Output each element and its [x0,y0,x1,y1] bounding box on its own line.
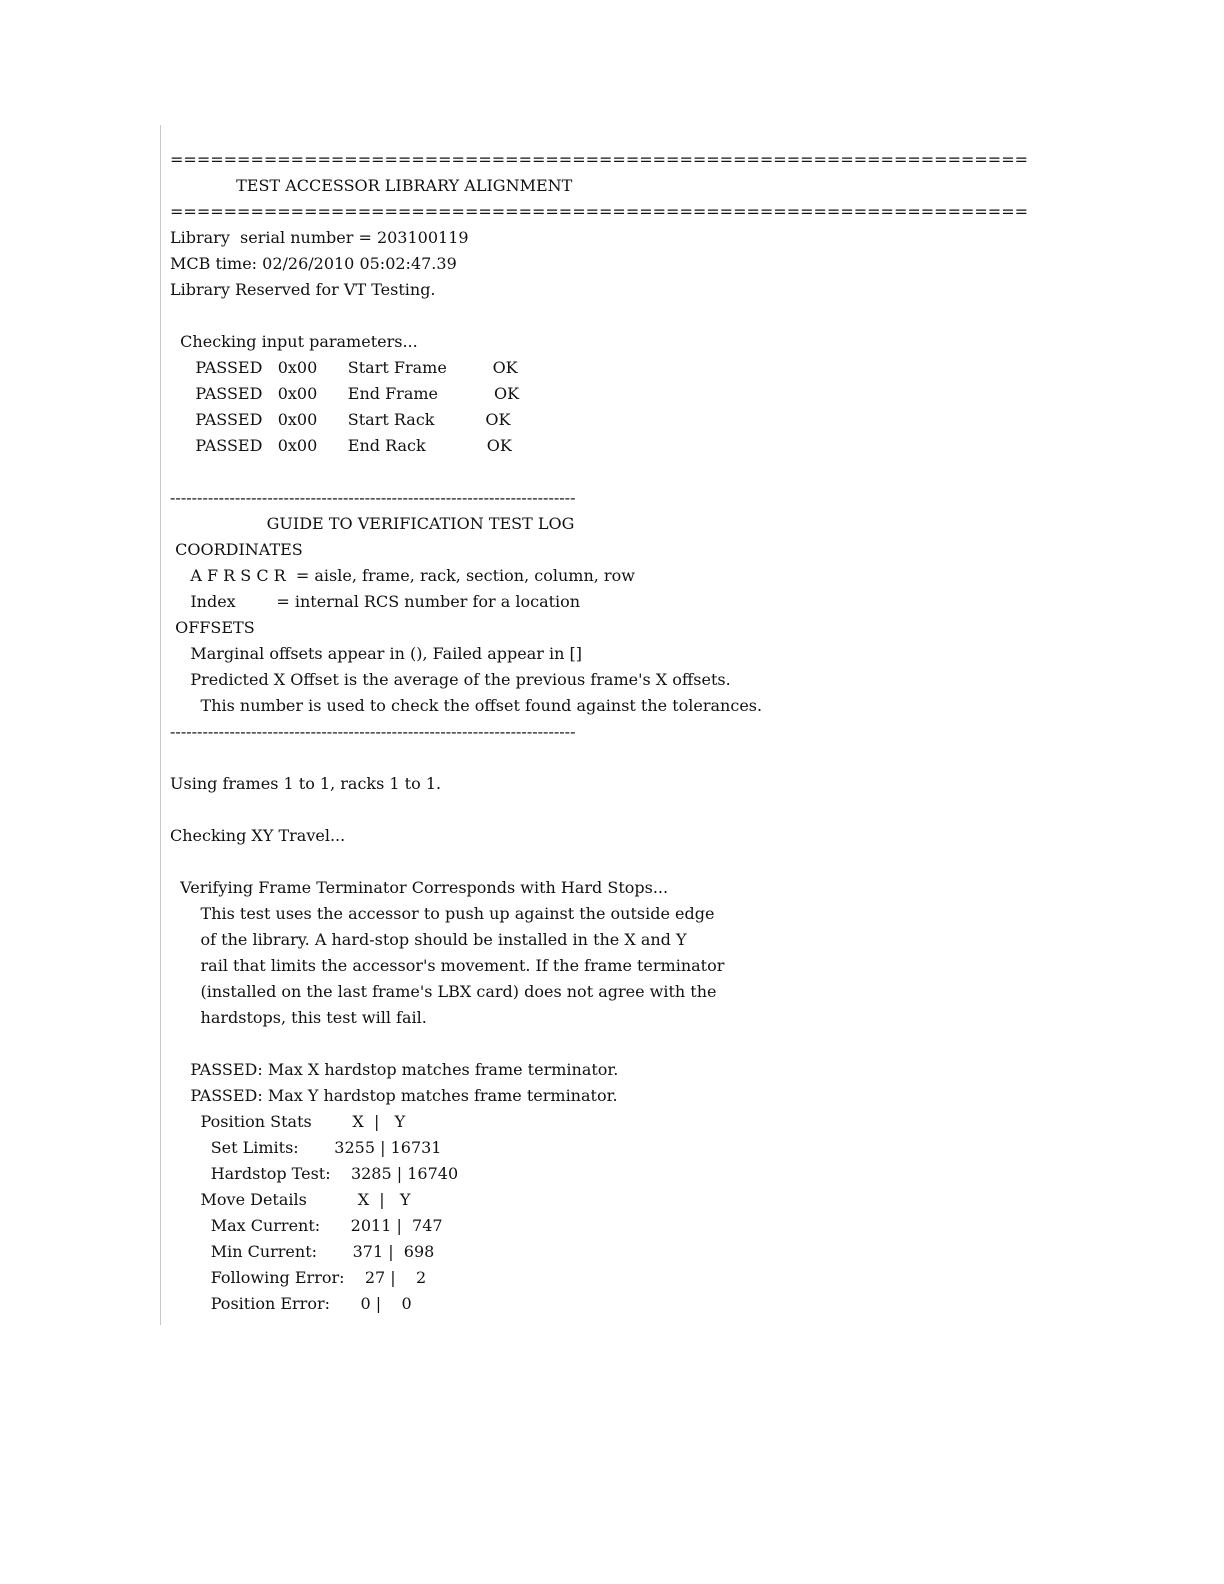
move-position-error: Position Error: 0 | 0 [170,1294,412,1313]
param-row-start-rack: PASSED 0x00 Start Rack OK [170,410,511,429]
stats-hardstop-test: Hardstop Test: 3285 | 16740 [170,1164,459,1183]
test-description-line-4: (installed on the last frame's LBX card) does not agree with the [170,982,717,1001]
verifying-frame-terminator: Verifying Frame Terminator Corresponds with Hard Stops... [170,878,669,897]
checking-xy-travel: Checking XY Travel... [170,826,346,845]
blank-line [170,797,1028,823]
blank-line [170,745,1028,771]
dash-separator-guide-bottom: --------------------------------------------------------------------------- [170,722,576,741]
stats-set-limits: Set Limits: 3255 | 16731 [170,1138,442,1157]
passed-max-y-hardstop: PASSED: Max Y hardstop matches frame terminator. [170,1086,618,1105]
log-title: TEST ACCESSOR LIBRARY ALIGNMENT [170,176,573,195]
blank-line [170,459,1028,485]
dash-separator-guide-top: --------------------------------------------------------------------------- [170,488,576,507]
move-max-current: Max Current: 2011 | 747 [170,1216,443,1235]
offsets-marginal: Marginal offsets appear in (), Failed appear in [] [170,644,582,663]
library-serial-number: Library serial number = 203100119 [170,228,469,247]
blank-line [170,849,1028,875]
test-description-line-5: hardstops, this test will fail. [170,1008,427,1027]
coordinates-afrscr: A F R S C R = aisle, frame, rack, section, column, row [170,566,635,585]
blank-line [170,1031,1028,1057]
test-description-line-2: of the library. A hard-stop should be installed in the X and Y [170,930,687,949]
passed-max-x-hardstop: PASSED: Max X hardstop matches frame terminator. [170,1060,619,1079]
test-description-line-1: This test uses the accessor to push up against the outside edge [170,904,715,923]
coordinates-heading: COORDINATES [170,540,303,559]
verification-test-log [170,147,1028,1317]
test-description-line-3: rail that limits the accessor's movement. If the frame terminator [170,956,725,975]
guide-title: GUIDE TO VERIFICATION TEST LOG [170,514,575,533]
offsets-predicted-note: This number is used to check the offset found against the tolerances. [170,696,763,715]
checking-input-parameters: Checking input parameters... [170,332,418,351]
param-row-end-rack: PASSED 0x00 End Rack OK [170,436,512,455]
position-stats-header: Position Stats X | Y [170,1112,406,1131]
using-frames-racks: Using frames 1 to 1, racks 1 to 1. [170,774,442,793]
mcb-time: MCB time: 02/26/2010 05:02:47.39 [170,254,457,273]
library-reserved-note: Library Reserved for VT Testing. [170,280,436,299]
separator-line-top: ================================================================ [170,150,1028,169]
coordinates-index: Index = internal RCS number for a location [170,592,581,611]
move-details-header: Move Details X | Y [170,1190,411,1209]
separator-line-title-bottom: ================================================================ [170,202,1028,221]
blank-line [170,303,1028,329]
param-row-end-frame: PASSED 0x00 End Frame OK [170,384,520,403]
offsets-predicted: Predicted X Offset is the average of the previous frame's X offsets. [170,670,731,689]
move-min-current: Min Current: 371 | 698 [170,1242,435,1261]
param-row-start-frame: PASSED 0x00 Start Frame OK [170,358,518,377]
move-following-error: Following Error: 27 | 2 [170,1268,427,1287]
offsets-heading: OFFSETS [170,618,255,637]
